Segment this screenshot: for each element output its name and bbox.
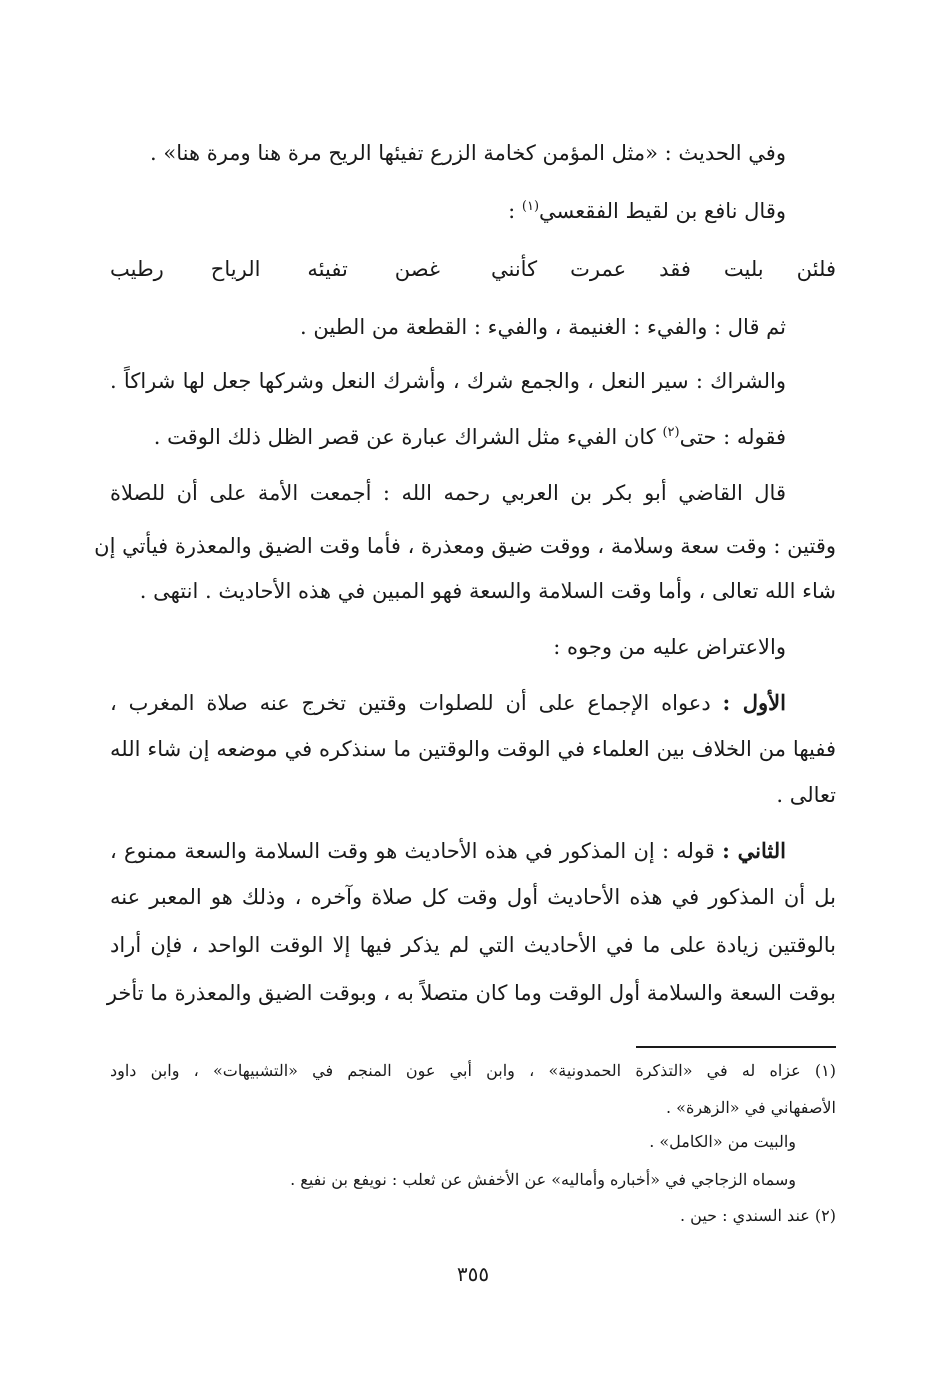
verse-second-hemistich: غصن تفيئه الرياح رطيب xyxy=(110,257,440,281)
qawluh-text-a: فقوله : حتى xyxy=(679,425,786,449)
first-point-line-1 xyxy=(110,688,786,718)
poet-intro-text: وقال نافع بن لقيط الفقعسي xyxy=(539,199,786,223)
footnote-separator xyxy=(636,1046,836,1048)
poetry-verse xyxy=(110,254,836,286)
qadi-line-1: قال القاضي أبو بكر بن العربي رحمه الله : أجمعت الأمة على أن للصلاة xyxy=(110,481,786,505)
poet-intro-line xyxy=(110,196,786,226)
footnote-ref-2: (٢) xyxy=(662,425,680,440)
footnote-1-line-3: والبيت من «الكامل» . xyxy=(649,1132,796,1151)
verse-first-hemistich: فلئن بليت فقد عمرت كأنني xyxy=(491,257,836,281)
objection-intro-line: والاعتراض عليه من وجوه : xyxy=(553,635,786,659)
page-number: ٣٥٥ xyxy=(456,1262,490,1286)
qawluh-text-b: كان الفيء مثل الشراك عبارة عن قصر الظل ذلك الوقت . xyxy=(153,425,663,449)
qawluh-line xyxy=(110,422,786,452)
first-point-line-3: تعالى . xyxy=(776,783,836,807)
footnote-1-line-4: وسماه الزجاجي في «أخباره وأماليه» عن الأخفش عن ثعلب : نويفع بن نفيع . xyxy=(290,1170,796,1189)
footnote-ref-1: (١) xyxy=(521,199,540,214)
second-point-label: الثاني : xyxy=(722,838,786,863)
second-point-line-3: بالوقتين زيادة على ما في الأحاديث التي لم يذكر فيها إلا الوقت الواحد ، فإن أراد xyxy=(110,933,836,957)
qadi-line-3: شاء الله تعالى ، وأما وقت السلامة والسعة فهو المبين في هذه الأحاديث . انتهى . xyxy=(139,579,836,603)
shirak-definition-line: والشراك : سير النعل ، والجمع شرك ، وأشرك النعل وشركها جعل لها شراكاً . xyxy=(110,369,786,393)
hadith-line: وفي الحديث : «مثل المؤمن كخامة الزرع تفيئها الريح مرة هنا ومرة هنا» . xyxy=(150,141,786,165)
first-point-text-1: دعواه الإجماع على أن للصلوات وقتين تخرج عنه صلاة المغرب ، xyxy=(110,691,723,715)
second-point-text-1: قوله : إن المذكور في هذه الأحاديث هو وقت السلامة والسعة ممنوع ، xyxy=(110,839,723,863)
first-point-label: الأول : xyxy=(722,690,786,715)
qadi-line-2: وقتين : وقت سعة وسلامة ، ووقت ضيق ومعذرة ، فأما وقت الضيق والمعذرة فيأتي إن xyxy=(94,534,836,558)
second-point-line-2: بل أن المذكور في هذه الأحاديث أول وقت كل صلاة وآخره ، وذلك هو المعبر عنه xyxy=(110,885,836,909)
fay-definition-line: ثم قال : والفيء : الغنيمة ، والفيء : القطعة من الطين . xyxy=(300,315,786,339)
second-point-line-4: بوقت السعة والسلامة أول الوقت وما كان متصلاً به ، وبوقت الضيق والمعذرة ما تأخر xyxy=(106,981,836,1005)
footnote-1-line-1: (١) عزاه له في «التذكرة الحمدونية» ، وابن أبي عون المنجم في «التشبيهات» ، وابن داود xyxy=(110,1061,836,1080)
first-point-line-2: ففيها من الخلاف بين العلماء في الوقت والوقتين ما سنذكره في موضعه إن شاء الله xyxy=(110,737,836,761)
footnote-1-line-2: الأصفهاني في «الزهرة» . xyxy=(666,1098,836,1117)
footnote-2: (٢) عند السندي : حين . xyxy=(679,1206,836,1225)
second-point-line-1 xyxy=(110,836,786,866)
poet-intro-colon: : xyxy=(508,199,522,223)
